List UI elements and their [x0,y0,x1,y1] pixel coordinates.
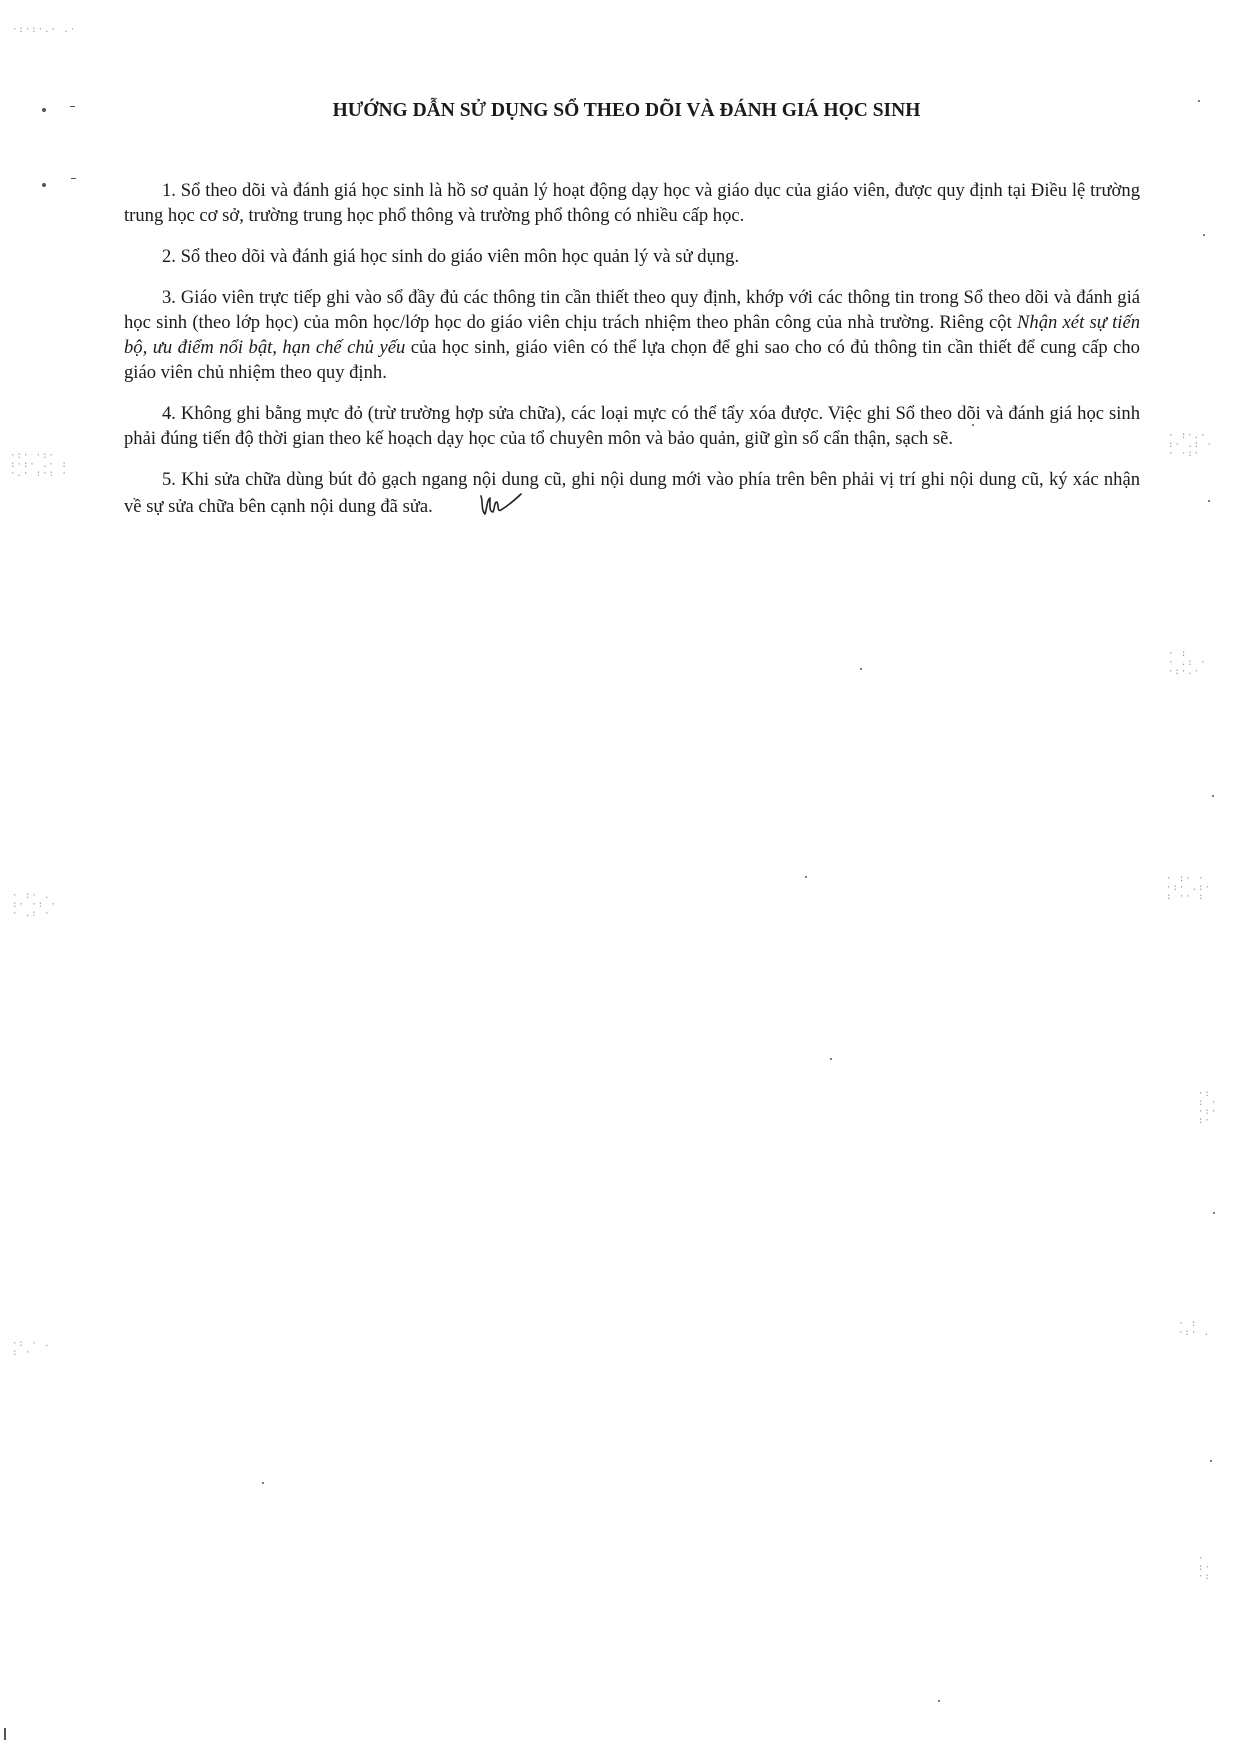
scan-noise: ·: : · ·:· :· [1198,1089,1218,1126]
scan-noise: · :· · ·:· .:· : ·· : [1166,874,1211,902]
scan-noise: ·:· ·:· :·:· .· : ·.· :·: · [10,451,68,479]
instructions-body [124,178,1140,535]
scan-noise: · :· ·: [1198,1554,1211,1582]
scan-speck [1213,1212,1215,1214]
instruction-paragraph-1: 1. Sổ theo dõi và đánh giá học sinh là hồ sơ quản lý hoạt động dạy học và giáo dục của giáo viên, được quy định tại Điều lệ trường trung học cơ sở, trường trung học phổ thông và trường phổ thông có nhiều cấp học. [124,180,1140,226]
scan-speck [71,178,76,179]
page-title: HƯỚNG DẪN SỬ DỤNG SỔ THEO DÕI VÀ ĐÁNH GIÁ HỌC SINH [332,100,921,121]
scan-speck [262,1482,264,1484]
scan-speck [1212,795,1214,797]
paragraph-3-italic-column-name: Nhận xét sự tiến bộ, ưu điểm nổi bật, hạn chế chủ yếu [124,312,1140,358]
instruction-paragraph-3 [124,285,1140,385]
scan-noise: · : ·:· . [1178,1319,1211,1338]
paragraph-3-text-start: 3. Giáo viên trực tiếp ghi vào sổ đầy đủ các thông tin cần thiết theo quy định, khớp với các thông tin trong Sổ theo dõi và đánh giá học sinh (theo lớp học) của môn học/lớp học do giáo viên chịu trách nhiệm theo phân công của nhà trường. Riêng cột [124,287,1140,333]
scan-noise: · :·.· :· .: · · ·:· [1168,431,1213,459]
scan-noise: · :· . :· ·: · · .: · [12,891,57,919]
instruction-paragraph-5 [124,467,1140,519]
scan-speck [1210,1460,1212,1462]
signature-icon [439,492,485,518]
scan-speck [42,183,46,187]
scan-speck [938,1700,940,1702]
paragraph-3-text-end: của học sinh, giáo viên có thể lựa chọn để ghi sao cho có đủ thông tin cần thiết để cung cấp cho giáo viên chủ nhiệm theo quy định. [124,337,1140,383]
scan-noise: · : · .: · ·:·.· [1168,649,1207,677]
scan-noise: ·: · . : · [12,1339,51,1358]
scan-speck [1208,500,1210,502]
scan-speck [860,668,862,670]
scan-speck [830,1058,832,1060]
scan-speck [805,876,807,878]
paragraph-5-text: 5. Khi sửa chữa dùng bút đỏ gạch ngang nội dung cũ, ghi nội dung mới vào phía trên bên phải vị trí ghi nội dung cũ, ký xác nhận về sự sửa chữa bên cạnh nội dung đã sửa. [124,469,1140,517]
instruction-paragraph-4: 4. Không ghi bằng mực đỏ (trừ trường hợp sửa chữa), các loại mực có thể tẩy xóa được. Việc ghi Sổ theo dõi và đánh giá học sinh phải đúng tiến độ thời gian theo kế hoạch dạy học của tổ chuyên môn và bảo quản, giữ gìn sổ cẩn thận, sạch sẽ. [124,403,1140,449]
scan-speck [1203,234,1205,236]
scan-noise: ·:·:·.· .· [12,25,77,35]
scan-speck [4,1728,6,1740]
instruction-paragraph-2: 2. Sổ theo dõi và đánh giá học sinh do giáo viên môn học quản lý và sử dụng. [162,246,740,267]
